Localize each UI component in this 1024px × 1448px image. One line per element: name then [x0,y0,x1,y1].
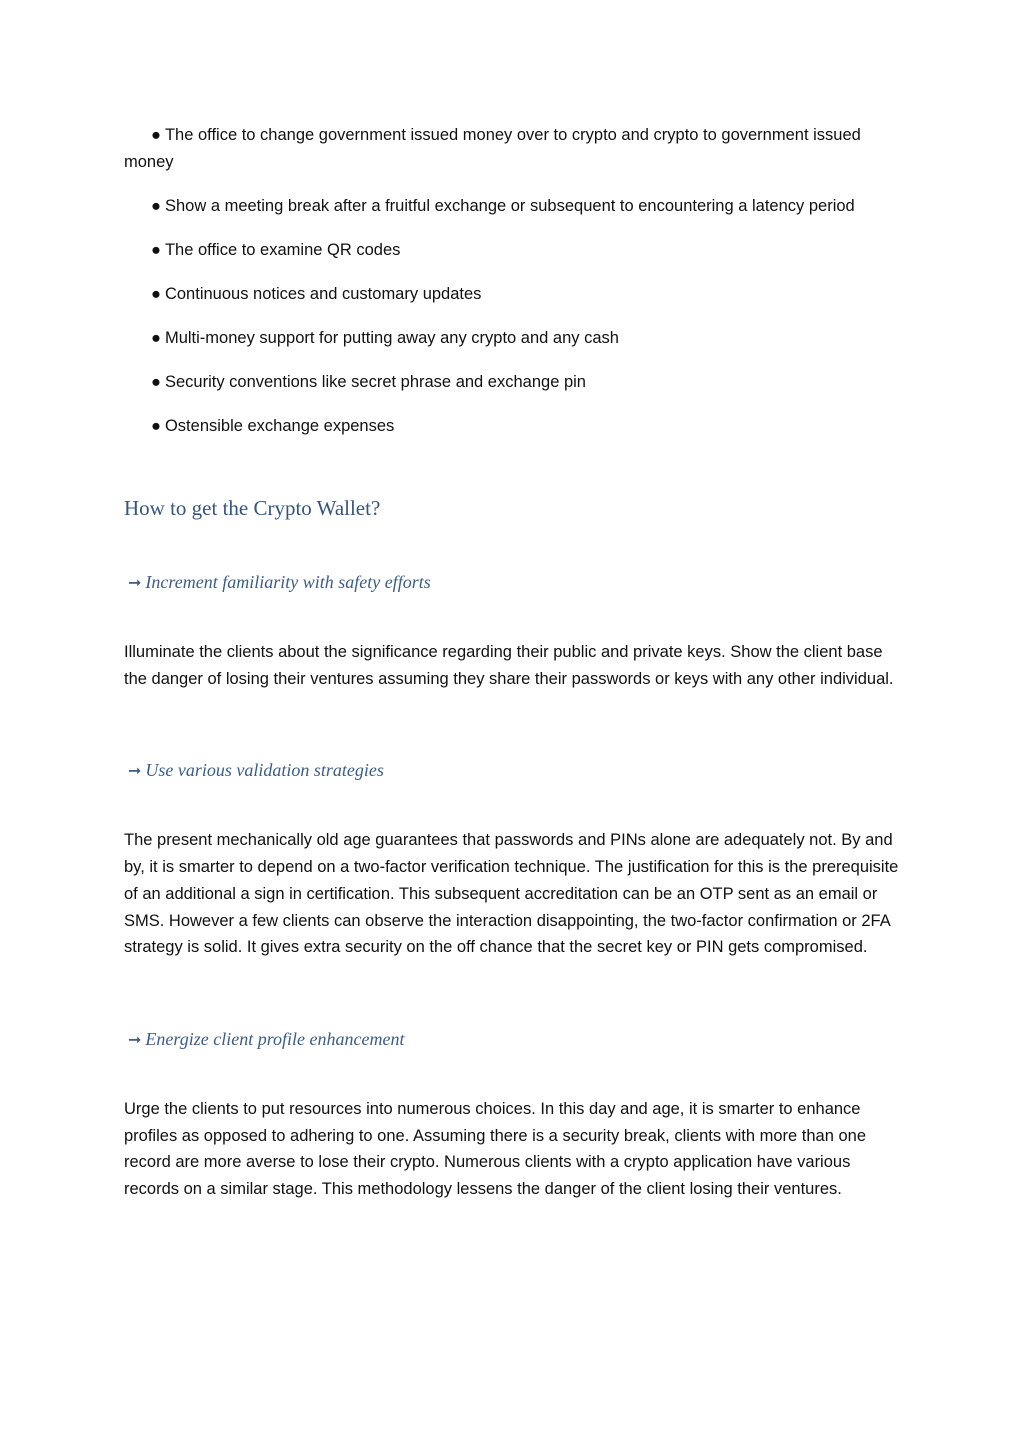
subsection-title [128,569,904,596]
feature-bullet [124,122,904,176]
feature-bullet [124,193,904,220]
subsection-body: Urge the clients to put resources into numerous choices. In this day and age, it is smarter to enhance profiles as opposed to adhering to one. Assuming there is a security break, clients with more than one record are more averse to lose their crypto. Numerous clients with a crypto application have various records on a similar stage. This methodology lessens the danger of the client losing their ventures. [124,1099,867,1199]
bullet-icon: ● [151,241,161,259]
subsection-title [128,757,904,784]
bullet-text: Multi-money support for putting away any crypto and any cash [164,329,619,347]
arrow-icon: ➞ [128,1029,142,1049]
bullet-text: The office to change government issued money over to crypto and crypto to government issued money [124,126,861,171]
feature-bullet [124,281,904,308]
feature-bullet [124,413,904,440]
arrow-icon: ➞ [128,761,142,781]
subsection-title [128,1026,904,1053]
subsection-body: Illuminate the clients about the significance regarding their public and private keys. Show the client base the danger of losing their ventures assuming they share their passwords or keys with any other individual. [124,643,894,688]
bullet-icon: ● [151,417,161,435]
bullet-text: Ostensible exchange expenses [164,417,395,435]
bullet-icon: ● [151,126,161,144]
feature-bullet [124,369,904,396]
bullet-text: The office to examine QR codes [164,241,401,259]
subsection-body: The present mechanically old age guarantees that passwords and PINs alone are adequately not. By and by, it is smarter to depend on a two-factor verification technique. The justification for this is the prerequisite of an additional a sign in certification. This subsequent accreditation can be an OTP sent as an email or SMS. However a few clients can observe the interaction disappointing, the two-factor confirmation or 2FA strategy is solid. It gives extra security on the off chance that the secret key or PIN gets compromised. [124,831,899,957]
section-heading: How to get the Crypto Wallet? [124,496,381,520]
subsection-title-text: Increment familiarity with safety efforts [145,572,431,592]
bullet-icon: ● [151,329,161,347]
bullet-icon: ● [151,285,161,303]
subsection-title-text: Energize client profile enhancement [145,1028,405,1049]
bullet-icon: ● [151,373,161,391]
bullet-icon: ● [151,197,161,215]
subsection-title-text: Use various validation strategies [145,760,384,781]
feature-bullet [124,325,904,352]
bullet-text: Show a meeting break after a fruitful exchange or subsequent to encountering a latency period [164,197,855,215]
bullet-text: Continuous notices and customary updates [164,285,482,303]
arrow-icon: ➞ [128,573,142,592]
bullet-text: Security conventions like secret phrase and exchange pin [164,373,586,391]
document-page [124,122,904,1203]
feature-bullet [124,237,904,264]
